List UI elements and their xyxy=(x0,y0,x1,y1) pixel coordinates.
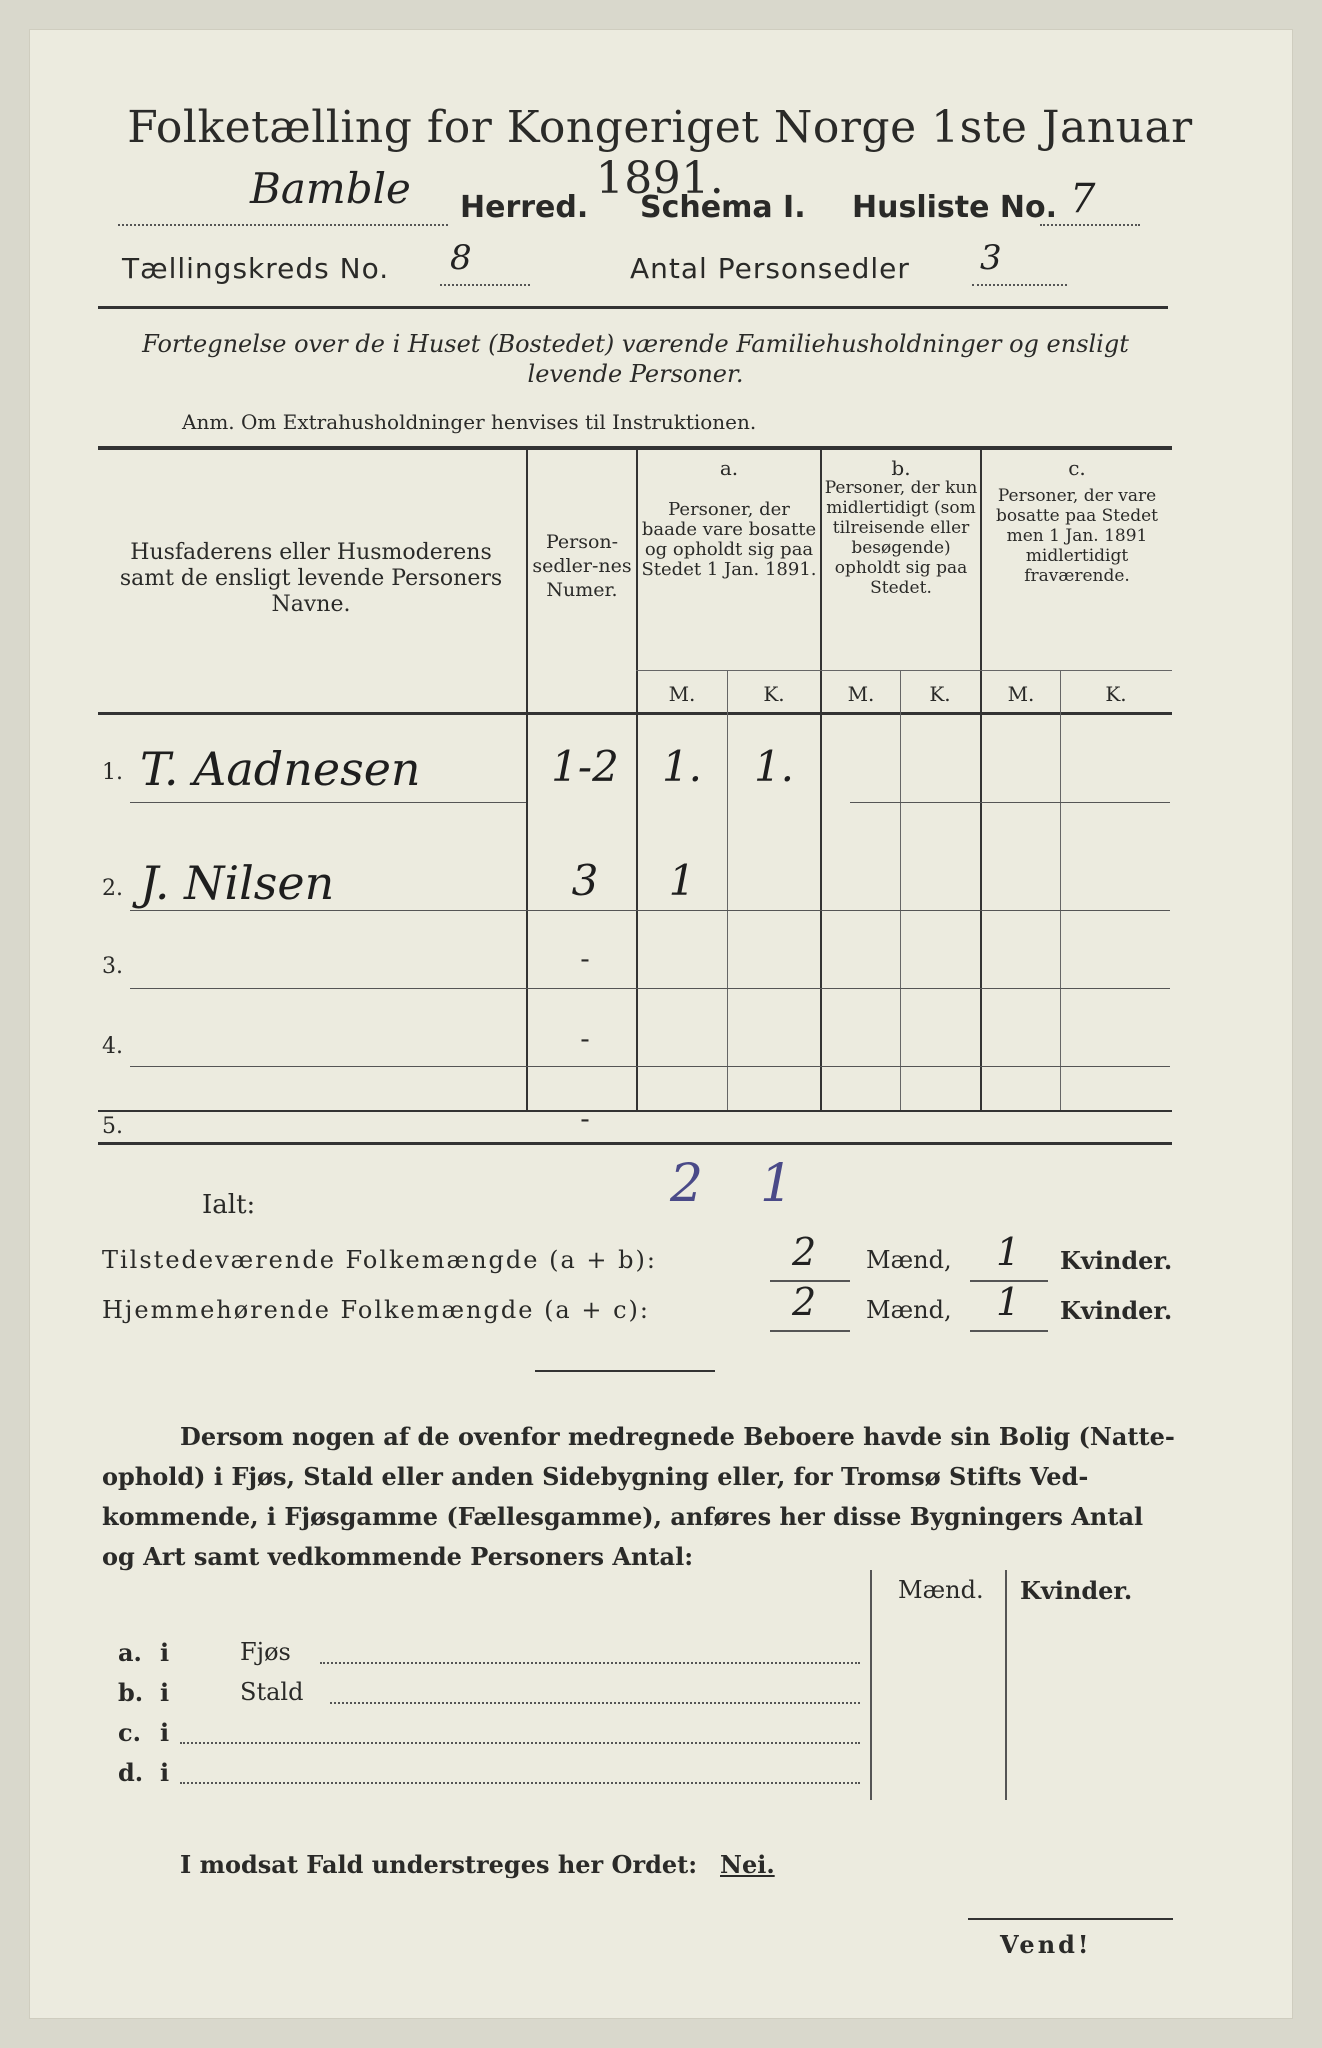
item-letter: d. xyxy=(118,1758,144,1787)
col-header-names: Husfaderens eller Husmoderens samt de ensligt levende Personers Navne. xyxy=(119,540,503,617)
husliste-label: Husliste No. xyxy=(852,190,1057,225)
row-name: J. Nilsen xyxy=(140,856,335,910)
row-line-1 xyxy=(130,802,526,803)
hjem-kvinder: Kvinder. xyxy=(1060,1296,1173,1325)
bygning-maend-header: Mænd. xyxy=(898,1576,984,1604)
tilst-m: 2 xyxy=(792,1230,817,1274)
item-i: i xyxy=(160,1678,170,1707)
row-line-1b xyxy=(850,802,1170,803)
col-c-m: M. xyxy=(1007,682,1035,706)
col-c-k: K. xyxy=(1105,682,1127,706)
table-bottom-rule xyxy=(98,1110,1172,1112)
col-header-numer: Person-sedler-nes Numer. xyxy=(532,531,632,601)
intro-line-1: Fortegnelse over de i Huset (Bostedet) værende Familiehusholdninger og ensligt xyxy=(142,330,1129,358)
modsat-text: I modsat Fald understreges her Ordet: xyxy=(180,1850,698,1879)
bygning-sep-1 xyxy=(870,1570,872,1800)
row-numer: - xyxy=(580,1102,590,1135)
item-letter: b. xyxy=(118,1678,144,1707)
table-end-rule xyxy=(98,1142,1172,1145)
item-label: Stald xyxy=(240,1678,304,1706)
col-sep-4 xyxy=(980,450,982,1110)
row-a-m: 1 xyxy=(668,856,696,905)
hjem-m: 2 xyxy=(792,1280,817,1324)
row-number: 4. xyxy=(102,1034,123,1059)
personsedler-label: Antal Personsedler xyxy=(630,252,910,285)
vend-text: Vend! xyxy=(1000,1930,1092,1959)
col-b-m: M. xyxy=(847,682,875,706)
row-line-2 xyxy=(130,910,1170,911)
row-line-3 xyxy=(130,988,1170,989)
form-title: Folketælling for Kongeriget Norge 1ste Januar 1891. xyxy=(127,102,1193,204)
item-i: i xyxy=(160,1758,170,1787)
col-a-k: K. xyxy=(763,682,785,706)
col-sep-2 xyxy=(636,450,638,1110)
row-numer: - xyxy=(580,942,590,975)
row-name: T. Aadnesen xyxy=(140,742,421,796)
husliste-no: 7 xyxy=(1070,176,1096,222)
bygning-para-4: og Art samt vedkommende Personers Antal: xyxy=(102,1542,694,1571)
hjem-k: 1 xyxy=(996,1280,1021,1324)
col-b-letter: b. xyxy=(891,456,911,480)
tilst-k: 1 xyxy=(996,1230,1021,1274)
personsedler-no: 3 xyxy=(980,238,1002,278)
row-numer: - xyxy=(580,1022,590,1055)
item-dotted-line xyxy=(180,1776,860,1784)
kreds-no: 8 xyxy=(450,238,472,278)
row-a-k: 1. xyxy=(753,742,795,791)
row-number: 1. xyxy=(102,760,123,785)
row-numer: 1-2 xyxy=(551,742,619,791)
intro-line-2: levende Personer. xyxy=(527,360,744,388)
section-divider xyxy=(535,1370,715,1372)
col-a-m: M. xyxy=(668,682,696,706)
census-form-page xyxy=(30,30,1292,2018)
row-number: 2. xyxy=(102,876,123,901)
item-dotted-line xyxy=(180,1736,860,1744)
bygning-para-2: ophold) i Fjøs, Stald eller anden Sidebygning eller, for Tromsø Stifts Ved- xyxy=(102,1462,1089,1491)
bygning-para-1: Dersom nogen af de ovenfor medregnede Beboere havde sin Bolig (Natte- xyxy=(180,1422,1175,1451)
item-i: i xyxy=(160,1718,170,1747)
item-dotted-line xyxy=(330,1696,860,1704)
col-b-k: K. xyxy=(929,682,951,706)
ialt-k: 1 xyxy=(760,1154,794,1214)
hjem-maend: Mænd, xyxy=(866,1296,952,1324)
col-sep-a-mk xyxy=(727,670,728,1110)
col-header-c: Personer, der vare bosatte paa Stedet men 1 Jan. 1891 midlertidigt fraværende. xyxy=(996,486,1158,586)
row-line-4 xyxy=(130,1066,1170,1067)
vend-rule xyxy=(968,1918,1173,1920)
bygning-para-3: kommende, i Fjøsgamme (Fællesgamme), anføres her disse Bygningers Antal xyxy=(102,1502,1144,1531)
row-a-m: 1. xyxy=(661,742,703,791)
ialt-label: Ialt: xyxy=(202,1190,256,1220)
bygning-kvinder-header: Kvinder. xyxy=(1020,1576,1133,1605)
tilst-maend: Mænd, xyxy=(866,1246,952,1274)
herred-label: Herred. xyxy=(460,190,589,225)
table-header-rule xyxy=(98,712,1172,715)
item-letter: c. xyxy=(118,1718,141,1747)
item-i: i xyxy=(160,1638,170,1667)
bygning-sep-2 xyxy=(1005,1570,1007,1800)
hjem-label: Hjemmehørende Folkemængde (a + c): xyxy=(102,1296,650,1324)
kreds-label: Tællingskreds No. xyxy=(122,252,390,285)
ialt-m: 2 xyxy=(670,1154,704,1214)
col-header-a: Personer, der baade vare bosatte og opholdt sig paa Stedet 1 Jan. 1891. xyxy=(641,499,817,580)
row-number: 5. xyxy=(102,1114,123,1139)
item-dotted-line xyxy=(320,1656,860,1664)
col-c-letter: c. xyxy=(1068,456,1086,480)
item-letter: a. xyxy=(118,1638,142,1667)
nei-word: Nei. xyxy=(720,1850,775,1879)
col-sep-b-mk xyxy=(900,670,901,1110)
anm-note: Anm. Om Extrahusholdninger henvises til Instruktionen. xyxy=(182,410,757,434)
herred-name: Bamble xyxy=(250,164,411,213)
item-label: Fjøs xyxy=(240,1638,291,1666)
schema-label: Schema I. xyxy=(640,190,806,225)
col-header-b: Personer, der kun midlertidigt (som tilreisende eller besøgende) opholdt sig paa Stedet. xyxy=(824,478,978,598)
row-number: 3. xyxy=(102,954,123,979)
tilst-label: Tilstedeværende Folkemængde (a + b): xyxy=(102,1246,657,1274)
tilst-kvinder: Kvinder. xyxy=(1060,1246,1173,1275)
header-divider xyxy=(98,306,1168,309)
col-sep-1 xyxy=(526,450,528,1110)
row-numer: 3 xyxy=(571,856,599,905)
mk-header-rule xyxy=(636,670,1172,671)
col-sep-3 xyxy=(820,450,822,1110)
col-a-letter: a. xyxy=(719,456,739,480)
table-top-rule xyxy=(98,446,1172,450)
col-sep-c-mk xyxy=(1060,670,1061,1110)
